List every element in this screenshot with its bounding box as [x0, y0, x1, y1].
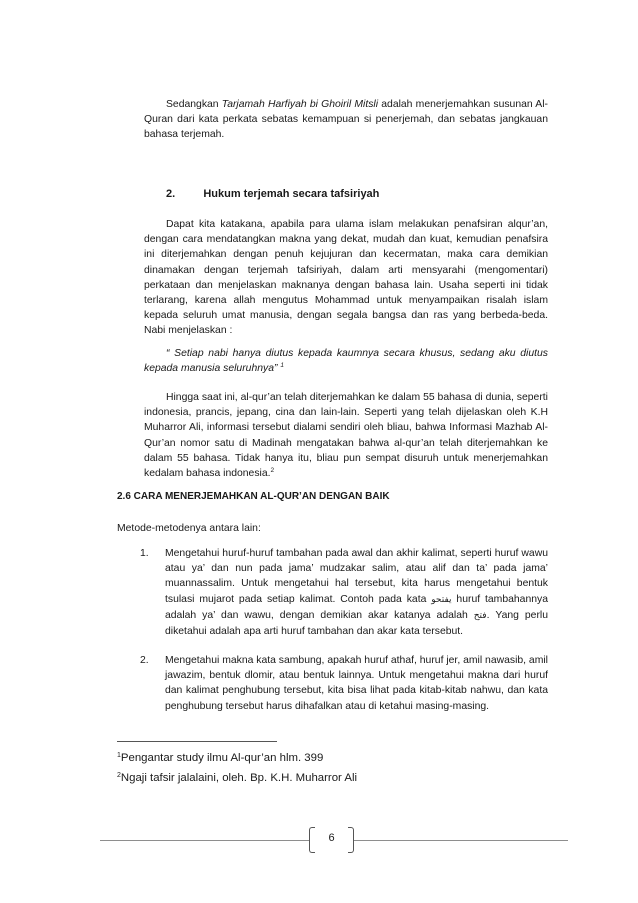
paragraph-terjemah-tafsiriyah: [144, 217, 548, 339]
footnote-2-text: Ngaji tafsir jalalaini, oleh. Bp. K.H. Muharror Ali: [120, 772, 358, 784]
para1-rest: adalah menerjemahkan susunan Al-Quran dari kata perkata sebatas kemampuan si penerjemah, dan sebatas jangkauan bahasa terjemah.: [144, 99, 549, 141]
footer-rule-left: [100, 840, 309, 841]
para2-text: Dapat kita katakana, apabila para ulama islam melakukan penafsiran alqur’an, dengan cara mendatangkan makna yang dekat, mudah dan kuat, kemudian penafsira ini diterjemahkan dengan penuh kejujuran dan kecermatan, maka cara demikian dinamakan dengan terjemah tafsiriyah, dalam arti mensyarahi (mengomentari) perkataan dan menjelaskan maknanya dengan bahasa lain. Usaha seperti ini tidak terlarang, karena allah mengutus Mohammad untuk menyampaikan risalah islam kepada seluruh umat manusia, dengan segala bangsa dan ras yang berbeda-beda. Nabi menjelaskan :: [144, 219, 548, 337]
hadith-quote: [144, 346, 548, 376]
subheading-title: Hukum terjemah secara tafsiriyah: [203, 188, 380, 200]
footnote-1: [117, 750, 323, 766]
footnote-ref-1: 1: [280, 362, 284, 370]
footnote-1-text: Pengantar study ilmu Al-qur’an hlm. 399: [120, 752, 324, 764]
para1-lead: Sedangkan: [166, 99, 222, 110]
list-number-2: 2.: [140, 655, 149, 666]
page-number-right-bracket: [348, 827, 354, 853]
list1-part1: Mengetahui huruf-huruf tambahan pada awal dan akhir kalimat, seperti huruf wawu atau ya’ dan nun pada jama’ mudzakar salim, atau alif dan ta’ pada jama’ muannassalim. Untuk mengetahui hal tersebut, kita harus mengetahui bentuk tsulasi mujarot pada setiap kalimat. Contoh pada kata: [165, 548, 548, 605]
list1-arabic-root: فتح: [473, 610, 487, 621]
paragraph-quran-translations: [144, 390, 548, 481]
list1-arabic-word: يفتحو: [431, 594, 452, 605]
quote-text: “ Setiap nabi hanya diutus kepada kaumnya secara khusus, sedang aku diutus kepada manusia seluruhnya”: [144, 348, 548, 375]
list-number-1: 1.: [140, 548, 149, 559]
footnote-1-number: 1: [117, 752, 121, 759]
list-item-1: [165, 546, 548, 639]
footnote-2: [117, 770, 357, 786]
section-intro: Metode-metodenya antara lain:: [117, 523, 261, 534]
subheading-hukum-terjemah: [166, 187, 379, 202]
list2-text: Mengetahui makna kata sambung, apakah huruf athaf, huruf jer, amil nawasib, amil jawazim, bentuk dlomir, atau bentuk lainnya. Untuk mengetahui makna dari huruf dan kalimat penghubung tersebut, kita bisa lihat pada kitab-kitab nahwu, dan kata penghubung tersebut harus dihafalkan atau di ketahui masing-masing.: [165, 655, 548, 712]
section-heading: 2.6 CARA MENERJEMAHKAN AL-QUR’AN DENGAN BAIK: [117, 491, 390, 502]
footnote-separator: [117, 741, 277, 742]
footnote-2-number: 2: [117, 772, 121, 779]
para1-term: Tarjamah Harfiyah bi Ghoiril Mitsli: [221, 99, 379, 110]
footer-rule-right: [354, 840, 568, 841]
subheading-number: 2.: [166, 188, 176, 200]
list-item-2: [165, 653, 548, 714]
footnote-ref-2: 2: [270, 467, 275, 475]
page-number: 6: [328, 832, 335, 844]
paragraph-terjemah-harfiyah: [144, 97, 548, 143]
para3-text: Hingga saat ini, al-qur’an telah diterjemahkan ke dalam 55 bahasa di dunia, seperti indonesia, prancis, jepang, cina dan lain-lain. Seperti yang telah dijelaskan oleh K.H Muharror Ali, informasi tersebut dialami sendiri oleh bliau, bahwa Informasi Mazhab Al-Qur’an nomor satu di Madinah mengatakan bahwa al-qur’an telah diterjemahkan ke dalam 55 bahasa. Tidak hanya itu, bliau pun sempat disuruh untuk menerjemahkan kedalam bahasa indonesia.: [144, 392, 548, 480]
list1-part2: huruf tambahannya adalah ya’ dan wawu, dengan demikian akar katanya adalah: [165, 593, 548, 621]
list1-part3: . Yang perlu diketahui adalah apa arti huruf tambahan dan akar kata tersebut.: [165, 609, 548, 638]
